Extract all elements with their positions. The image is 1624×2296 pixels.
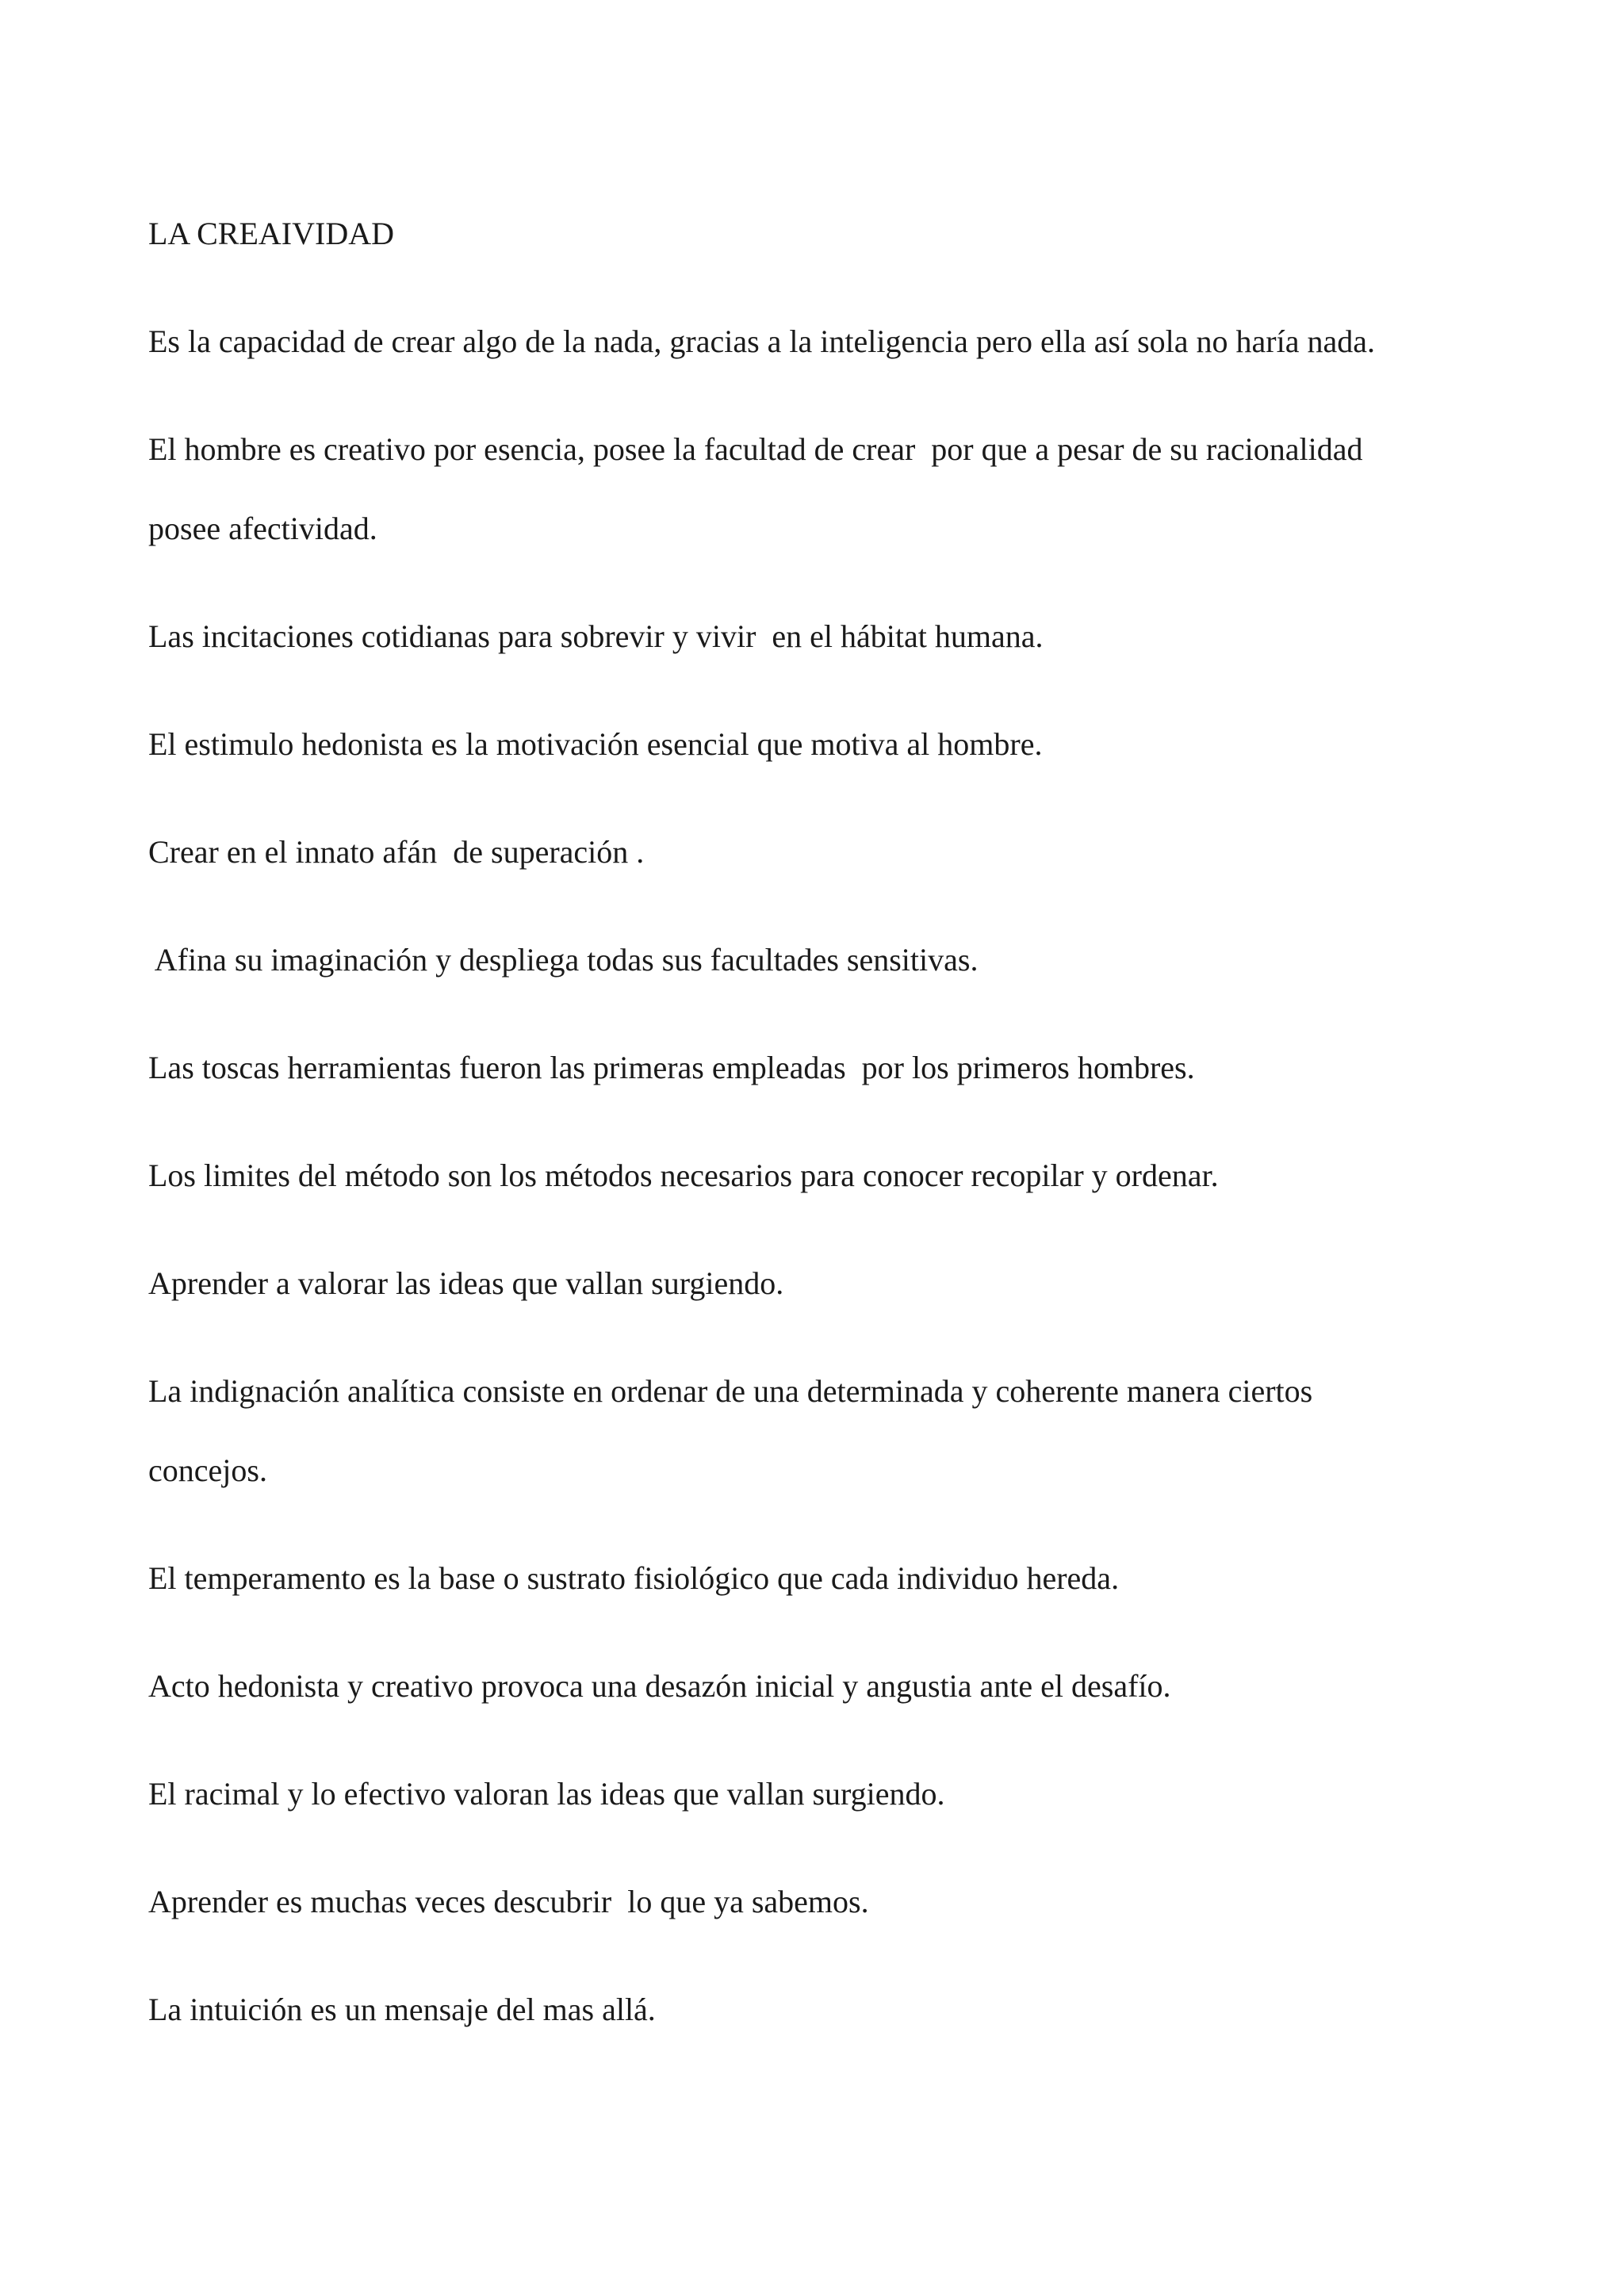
paragraph-line: Crear en el innato afán de superación . — [148, 834, 645, 870]
paragraph-line: Aprender es muchas veces descubrir lo que ya sabemos. — [148, 1884, 869, 1919]
paragraph-2 — [148, 410, 1496, 568]
paragraph-line: Es la capacidad de crear algo de la nada, gracias a la inteligencia pero ella así sola no haría nada. — [148, 323, 1375, 359]
paragraph-15 — [148, 1970, 1496, 2049]
paragraph-12 — [148, 1647, 1496, 1726]
paragraph-line: posee afectividad. — [148, 511, 377, 546]
paragraph-5 — [148, 813, 1496, 892]
paragraph-line: El temperamento es la base o sustrato fisiológico que cada individuo hereda. — [148, 1560, 1120, 1596]
paragraph-4 — [148, 705, 1496, 784]
paragraph-line: Las toscas herramientas fueron las primeras empleadas por los primeros hombres. — [148, 1050, 1195, 1085]
paragraph-line: Afina su imaginación y despliega todas sus facultades sensitivas. — [148, 942, 979, 978]
paragraph-8 — [148, 1136, 1496, 1215]
paragraph-line: La intuición es un mensaje del mas allá. — [148, 1992, 656, 2027]
paragraph-7 — [148, 1028, 1496, 1108]
paragraph-line: La indignación analítica consiste en ordenar de una determinada y coherente manera ciertos — [148, 1373, 1313, 1409]
paragraph-line: El hombre es creativo por esencia, posee la facultad de crear por que a pesar de su racionalidad — [148, 431, 1363, 467]
document-body — [148, 194, 1496, 2078]
paragraph-11 — [148, 1539, 1496, 1618]
paragraph-6 — [148, 920, 1496, 1000]
paragraph-line: Las incitaciones cotidianas para sobrevir y vivir en el hábitat humana. — [148, 618, 1044, 654]
paragraph-13 — [148, 1755, 1496, 1834]
paragraph-line: El racimal y lo efectivo valoran las ideas que vallan surgiendo. — [148, 1776, 945, 1812]
paragraph-10 — [148, 1352, 1496, 1510]
paragraph-line: El estimulo hedonista es la motivación esencial que motiva al hombre. — [148, 726, 1043, 762]
paragraph-1 — [148, 302, 1496, 381]
document-title: LA CREAIVIDAD — [148, 216, 394, 251]
paragraph-line: Los limites del método son los métodos necesarios para conocer recopilar y ordenar. — [148, 1158, 1219, 1193]
paragraph-line: Aprender a valorar las ideas que vallan surgiendo. — [148, 1265, 784, 1301]
paragraph-14 — [148, 1862, 1496, 1942]
paragraph-line: concejos. — [148, 1452, 267, 1488]
paragraph-line: Acto hedonista y creativo provoca una desazón inicial y angustia ante el desafío. — [148, 1668, 1171, 1704]
paragraph-3 — [148, 597, 1496, 676]
paragraph-9 — [148, 1244, 1496, 1323]
document-title-block — [148, 194, 1496, 274]
